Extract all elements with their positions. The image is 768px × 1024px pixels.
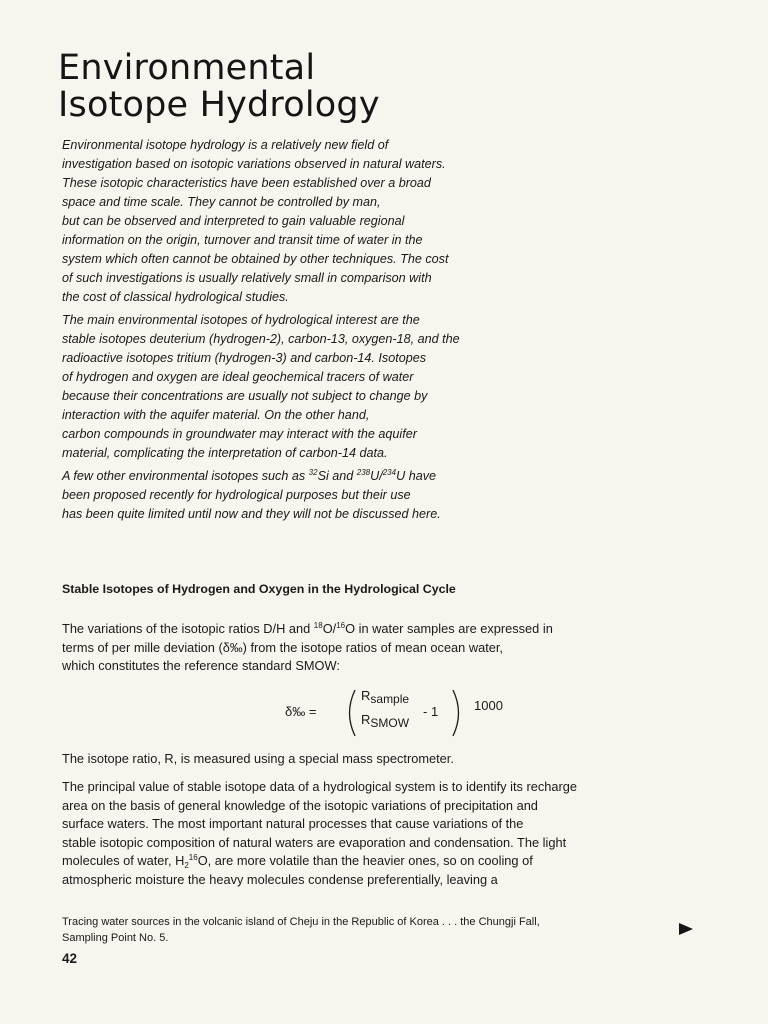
text-line: radioactive isotopes tritium (hydrogen-3) and carbon-14. Isotopes [62, 351, 427, 365]
text-line: the cost of classical hydrological studies. [62, 290, 289, 304]
left-paren-icon [343, 688, 357, 738]
intro-paragraph-1 [62, 136, 542, 307]
subscript: sample [370, 692, 410, 706]
text-line: terms of per mille deviation (δ‰) from the isotope ratios of mean ocean water, [62, 639, 503, 655]
text-line: carbon compounds in groundwater may interact with the aquifer [62, 427, 417, 441]
subscript: SMOW [370, 716, 410, 730]
text-run: O, are more volatile than the heavier ones, so on cooling of [197, 853, 533, 868]
superscript: 32 [308, 468, 318, 477]
text-run: The variations of the isotopic ratios D/H and [62, 621, 314, 636]
title-line-1: Environmental [58, 48, 316, 88]
page-title [58, 50, 380, 124]
text-line: area on the basis of general knowledge of the isotopic variations of precipitation and [62, 797, 538, 813]
figure-caption [62, 914, 540, 946]
formula-lhs: δ‰ = [285, 704, 317, 719]
text-line: interaction with the aquifer material. On the other hand, [62, 408, 370, 422]
formula-numerator [361, 688, 410, 706]
delta-formula [285, 688, 525, 742]
text-run: U/ [370, 469, 383, 483]
text-line: The main environmental isotopes of hydrological interest are the [62, 313, 420, 327]
intro-paragraph-2 [62, 311, 542, 463]
body-paragraph-1 [62, 620, 553, 676]
text-line: which constitutes the reference standard SMOW: [62, 658, 340, 673]
right-triangle-icon [678, 922, 694, 936]
caption-line: Sampling Point No. 5. [62, 932, 169, 944]
text-line: The isotope ratio, R, is measured using a special mass spectrometer. [62, 751, 454, 766]
ratio-symbol: R [361, 688, 371, 703]
text-line: has been quite limited until now and they will not be discussed here. [62, 507, 441, 521]
text-line: of such investigations is usually relatively small in comparison with [62, 271, 432, 285]
superscript: 16 [188, 853, 198, 862]
text-line: stable isotopic composition of natural waters are evaporation and condensation. The light [62, 834, 567, 850]
formula-denominator [361, 712, 410, 730]
text-run: Si and [317, 469, 357, 483]
text-line: material, complicating the interpretation of carbon-14 data. [62, 446, 388, 460]
text-line [62, 620, 553, 639]
text-run: molecules of water, H [62, 853, 185, 868]
superscript: 18 [313, 621, 323, 630]
formula-multiplier: 1000 [474, 698, 503, 713]
text-line [62, 852, 577, 871]
text-run: A few other environmental isotopes such as [62, 469, 309, 483]
ratio-symbol: R [361, 712, 371, 727]
intro-paragraph-3 [62, 467, 542, 524]
text-line: atmospheric moisture the heavy molecules condense preferentially, leaving a [62, 871, 498, 887]
text-run: U have [396, 469, 436, 483]
text-run: O in water samples are expressed in [345, 621, 553, 636]
text-line: investigation based on isotopic variations observed in natural waters. [62, 157, 446, 171]
text-line: stable isotopes deuterium (hydrogen-2), carbon-13, oxygen-18, and the [62, 332, 460, 346]
superscript: 234 [382, 468, 397, 477]
superscript: 238 [356, 468, 371, 477]
text-line: because their concentrations are usually not subject to change by [62, 389, 428, 403]
text-line: These isotopic characteristics have been established over a broad [62, 176, 431, 190]
text-line: been proposed recently for hydrological purposes but their use [62, 488, 411, 502]
body-paragraph-2 [62, 750, 454, 769]
text-line: information on the origin, turnover and transit time of water in the [62, 233, 423, 247]
right-paren-icon [451, 688, 465, 738]
text-run: O/ [322, 621, 337, 636]
formula-minus-one: - 1 [423, 704, 439, 719]
text-line: space and time scale. They cannot be controlled by man, [62, 195, 381, 209]
text-line: but can be observed and interpreted to gain valuable regional [62, 214, 405, 228]
body-paragraph-3 [62, 778, 577, 889]
section-heading: Stable Isotopes of Hydrogen and Oxygen in the Hydrological Cycle [62, 582, 456, 596]
text-line [62, 467, 542, 486]
text-line: of hydrogen and oxygen are ideal geochemical tracers of water [62, 370, 414, 384]
text-line: Environmental isotope hydrology is a relatively new field of [62, 138, 389, 152]
text-line: The principal value of stable isotope data of a hydrological system is to identify its recharge [62, 779, 577, 794]
superscript: 16 [336, 621, 346, 630]
title-line-2: Isotope Hydrology [58, 85, 380, 125]
subscript: 2 [184, 861, 189, 870]
text-line: system which often cannot be obtained by other techniques. The cost [62, 252, 449, 266]
page-number: 42 [62, 951, 78, 966]
caption-line: Tracing water sources in the volcanic island of Cheju in the Republic of Korea . . . the Chungji Fall, [62, 916, 540, 928]
text-line: surface waters. The most important natural processes that cause variations of the [62, 816, 524, 831]
